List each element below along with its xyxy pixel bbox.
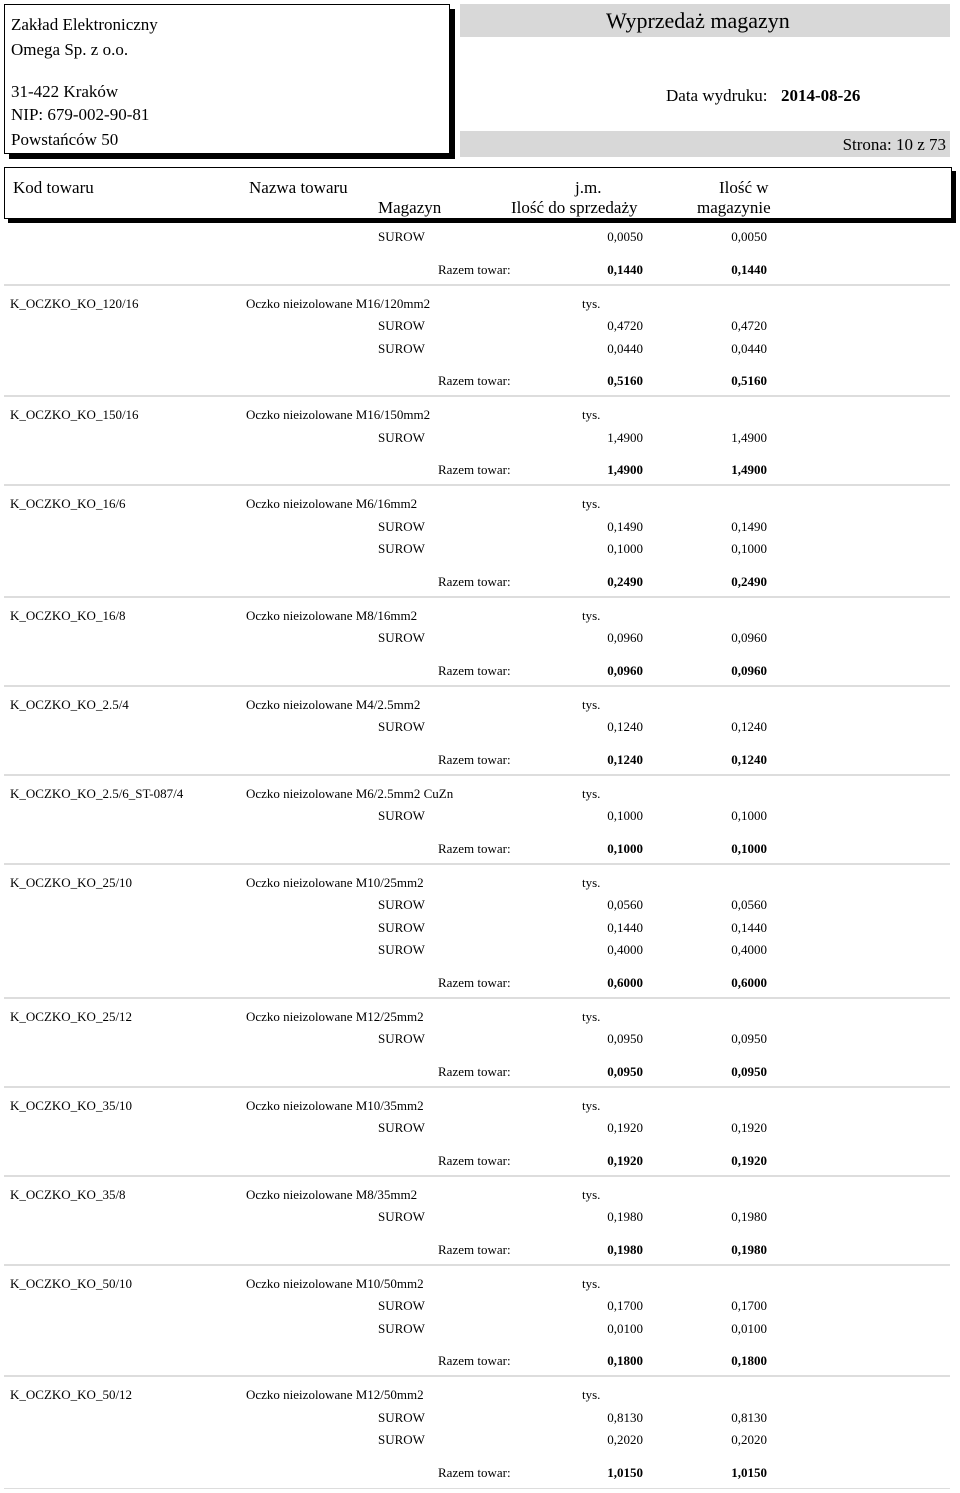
- subtotal-qty-for-sale: 0,1800: [607, 1353, 643, 1368]
- company-name-line2: Omega Sp. z o.o.: [11, 40, 129, 59]
- print-date-value: 2014-08-26: [781, 86, 861, 105]
- item-code: K_OCZKO_KO_50/10: [10, 1275, 133, 1291]
- item-unit: tys.: [582, 696, 601, 712]
- item-name: Oczko nieizolowane M8/35mm2: [246, 1186, 418, 1202]
- qty-for-sale: 0,0560: [607, 897, 643, 912]
- item-name: Oczko nieizolowane M12/25mm2: [246, 1008, 424, 1024]
- item-separator: [4, 774, 950, 776]
- qty-in-stock: 0,1000: [731, 808, 767, 823]
- item-code: K_OCZKO_KO_25/12: [10, 1008, 133, 1024]
- warehouse-name: SUROW: [378, 897, 425, 912]
- col-qty-stock-line2: magazynie: [697, 198, 771, 217]
- item-separator: [4, 1264, 950, 1266]
- item-unit: tys.: [582, 607, 601, 623]
- warehouse-name: SUROW: [378, 630, 425, 645]
- warehouse-name: SUROW: [378, 1031, 425, 1046]
- item-unit: tys.: [582, 295, 601, 311]
- qty-in-stock: 0,0100: [731, 1320, 767, 1336]
- qty-in-stock: 0,1700: [731, 1298, 767, 1313]
- item-separator: [4, 596, 950, 598]
- qty-for-sale: 1,4900: [607, 429, 643, 445]
- subtotal-qty-in-stock: 0,5160: [731, 373, 767, 388]
- item-code: K_OCZKO_KO_120/16: [10, 295, 139, 311]
- warehouse-name: SUROW: [378, 340, 425, 356]
- item-name: Oczko nieizolowane M6/16mm2: [246, 496, 418, 511]
- subtotal-qty-for-sale: 0,1920: [607, 1152, 643, 1168]
- qty-in-stock: 0,0440: [731, 340, 767, 356]
- col-name: Nazwa towaru: [249, 178, 348, 197]
- qty-in-stock: 1,4900: [731, 429, 767, 445]
- subtotal-qty-for-sale: 0,0960: [607, 662, 643, 678]
- item-separator: [4, 1375, 950, 1377]
- qty-for-sale: 0,1490: [607, 518, 643, 534]
- company-address: 31-422 Kraków: [11, 82, 119, 101]
- qty-in-stock: 0,8130: [731, 1409, 767, 1425]
- qty-for-sale: 0,1920: [607, 1120, 643, 1135]
- qty-for-sale: 0,0050: [607, 229, 643, 244]
- warehouse-name: SUROW: [378, 808, 425, 823]
- subtotal-qty-in-stock: 0,1920: [731, 1152, 767, 1168]
- subtotal-label: Razem towar:: [438, 462, 511, 477]
- item-unit: tys.: [582, 785, 601, 801]
- subtotal-qty-for-sale: 0,0950: [607, 1063, 643, 1079]
- item-separator: [4, 863, 950, 865]
- subtotal-qty-for-sale: 0,1000: [607, 840, 643, 856]
- warehouse-name: SUROW: [378, 1120, 425, 1135]
- item-name: Oczko nieizolowane M16/150mm2: [246, 407, 431, 422]
- qty-for-sale: 0,1000: [607, 541, 643, 556]
- qty-for-sale: 0,0950: [607, 1031, 643, 1046]
- subtotal-label: Razem towar:: [438, 1464, 511, 1480]
- qty-for-sale: 0,1700: [607, 1298, 643, 1313]
- subtotal-label: Razem towar:: [438, 1063, 511, 1079]
- subtotal-qty-in-stock: 0,1800: [731, 1353, 767, 1368]
- item-unit: tys.: [582, 1008, 601, 1024]
- footer-divider: [4, 1488, 950, 1489]
- subtotal-label: Razem towar:: [438, 974, 511, 990]
- qty-in-stock: 0,1490: [731, 518, 767, 534]
- item-name: Oczko nieizolowane M4/2.5mm2: [246, 696, 421, 712]
- qty-for-sale: 0,1980: [607, 1209, 643, 1224]
- subtotal-label: Razem towar:: [438, 1152, 511, 1168]
- subtotal-label: Razem towar:: [438, 840, 511, 856]
- item-code: K_OCZKO_KO_16/8: [10, 607, 126, 623]
- subtotal-qty-for-sale: 0,1240: [607, 751, 643, 767]
- subtotal-qty-in-stock: 0,2490: [731, 573, 767, 589]
- item-name: Oczko nieizolowane M12/50mm2: [246, 1387, 424, 1402]
- item-separator: [4, 1086, 950, 1088]
- qty-for-sale: 0,2020: [607, 1432, 643, 1447]
- subtotal-qty-for-sale: 1,4900: [607, 462, 643, 477]
- qty-for-sale: 0,1240: [607, 719, 643, 734]
- warehouse-name: SUROW: [378, 429, 425, 445]
- qty-in-stock: 0,1440: [731, 919, 767, 935]
- warehouse-name: SUROW: [378, 318, 425, 333]
- item-unit: tys.: [582, 874, 601, 890]
- subtotal-qty-in-stock: 0,1000: [731, 840, 767, 856]
- report-title-bar: [460, 4, 950, 37]
- item-code: K_OCZKO_KO_2.5/4: [10, 696, 129, 712]
- qty-in-stock: 0,1920: [731, 1120, 767, 1135]
- warehouse-name: SUROW: [378, 1298, 425, 1313]
- qty-for-sale: 0,4000: [607, 942, 643, 957]
- company-info-box: [4, 4, 450, 154]
- report-title: Wyprzedaż magazyn: [606, 8, 790, 33]
- warehouse-name: SUROW: [378, 518, 425, 534]
- qty-in-stock: 0,0560: [731, 897, 767, 912]
- warehouse-name: SUROW: [378, 229, 425, 244]
- warehouse-name: SUROW: [378, 942, 425, 957]
- qty-in-stock: 0,0950: [731, 1031, 767, 1046]
- subtotal-label: Razem towar:: [438, 573, 511, 589]
- qty-in-stock: 0,4720: [731, 318, 767, 333]
- subtotal-qty-in-stock: 0,1440: [731, 261, 767, 277]
- subtotal-qty-in-stock: 0,1980: [731, 1241, 767, 1257]
- item-name: Oczko nieizolowane M10/50mm2: [246, 1275, 424, 1291]
- subtotal-qty-in-stock: 0,6000: [731, 974, 767, 990]
- subtotal-qty-in-stock: 0,0950: [731, 1063, 767, 1079]
- qty-in-stock: 0,1240: [731, 719, 767, 734]
- item-name: Oczko nieizolowane M10/35mm2: [246, 1097, 424, 1113]
- subtotal-label: Razem towar:: [438, 662, 511, 678]
- qty-in-stock: 0,0050: [731, 229, 767, 244]
- item-separator: [4, 1175, 950, 1177]
- qty-for-sale: 0,4720: [607, 318, 643, 333]
- item-code: K_OCZKO_KO_25/10: [10, 874, 133, 890]
- qty-in-stock: 0,1980: [731, 1209, 767, 1224]
- subtotal-label: Razem towar:: [438, 1241, 511, 1257]
- subtotal-qty-in-stock: 0,0960: [731, 662, 767, 678]
- column-header: [4, 167, 952, 219]
- subtotal-qty-for-sale: 0,6000: [607, 974, 643, 990]
- subtotal-qty-for-sale: 0,2490: [607, 573, 643, 589]
- item-unit: tys.: [582, 1387, 601, 1402]
- item-separator: [4, 997, 950, 999]
- item-unit: tys.: [582, 1097, 601, 1113]
- subtotal-label: Razem towar:: [438, 1353, 511, 1368]
- item-separator: [4, 395, 950, 397]
- page-number-bar: [460, 131, 950, 157]
- qty-for-sale: 0,1440: [607, 919, 643, 935]
- subtotal-label: Razem towar:: [438, 261, 511, 277]
- qty-for-sale: 0,1000: [607, 808, 643, 823]
- item-name: Oczko nieizolowane M16/120mm2: [246, 295, 431, 311]
- warehouse-name: SUROW: [378, 719, 425, 734]
- subtotal-qty-for-sale: 0,1980: [607, 1241, 643, 1257]
- qty-for-sale: 0,0440: [607, 340, 643, 356]
- item-unit: tys.: [582, 1275, 601, 1291]
- item-code: K_OCZKO_KO_2.5/6_ST-087/4: [10, 785, 184, 801]
- warehouse-name: SUROW: [378, 919, 425, 935]
- page-number: Strona: 10 z 73: [842, 135, 946, 154]
- qty-in-stock: 0,4000: [731, 942, 767, 957]
- item-code: K_OCZKO_KO_150/16: [10, 407, 139, 422]
- item-name: Oczko nieizolowane M6/2.5mm2 CuZn: [246, 785, 454, 801]
- item-separator: [4, 284, 950, 286]
- col-qty-stock-line1: Ilość w: [719, 178, 769, 197]
- company-street: Powstańców 50: [11, 130, 119, 149]
- item-name: Oczko nieizolowane M8/16mm2: [246, 607, 418, 623]
- qty-in-stock: 0,0960: [731, 630, 767, 645]
- col-unit: j.m.: [575, 178, 602, 197]
- subtotal-qty-for-sale: 0,5160: [607, 373, 643, 388]
- subtotal-qty-in-stock: 1,4900: [731, 462, 767, 477]
- item-code: K_OCZKO_KO_50/12: [10, 1387, 133, 1402]
- subtotal-label: Razem towar:: [438, 373, 511, 388]
- subtotal-qty-for-sale: 1,0150: [607, 1464, 643, 1480]
- item-unit: tys.: [582, 407, 601, 422]
- company-name-line1: Zakład Elektroniczny: [11, 15, 158, 34]
- col-warehouse: Magazyn: [378, 198, 442, 217]
- qty-for-sale: 0,0960: [607, 630, 643, 645]
- warehouse-name: SUROW: [378, 1320, 425, 1336]
- company-nip: NIP: 679-002-90-81: [11, 105, 150, 124]
- warehouse-name: SUROW: [378, 1432, 425, 1447]
- warehouse-name: SUROW: [378, 1209, 425, 1224]
- item-code: K_OCZKO_KO_35/10: [10, 1097, 133, 1113]
- col-code: Kod towaru: [13, 178, 94, 197]
- qty-in-stock: 0,2020: [731, 1432, 767, 1447]
- col-qty-sale: Ilość do sprzedaży: [511, 198, 638, 217]
- item-separator: [4, 484, 950, 486]
- subtotal-qty-in-stock: 0,1240: [731, 751, 767, 767]
- item-unit: tys.: [582, 1186, 601, 1202]
- subtotal-label: Razem towar:: [438, 751, 511, 767]
- subtotal-qty-in-stock: 1,0150: [731, 1464, 767, 1480]
- qty-for-sale: 0,0100: [607, 1320, 643, 1336]
- item-code: K_OCZKO_KO_35/8: [10, 1186, 126, 1202]
- item-name: Oczko nieizolowane M10/25mm2: [246, 874, 424, 890]
- item-separator: [4, 685, 950, 687]
- warehouse-name: SUROW: [378, 541, 425, 556]
- qty-in-stock: 0,1000: [731, 541, 767, 556]
- item-unit: tys.: [582, 496, 601, 511]
- qty-for-sale: 0,8130: [607, 1409, 643, 1425]
- subtotal-qty-for-sale: 0,1440: [607, 261, 643, 277]
- print-date-label: Data wydruku:: [666, 86, 768, 105]
- warehouse-name: SUROW: [378, 1409, 425, 1425]
- item-code: K_OCZKO_KO_16/6: [10, 496, 126, 511]
